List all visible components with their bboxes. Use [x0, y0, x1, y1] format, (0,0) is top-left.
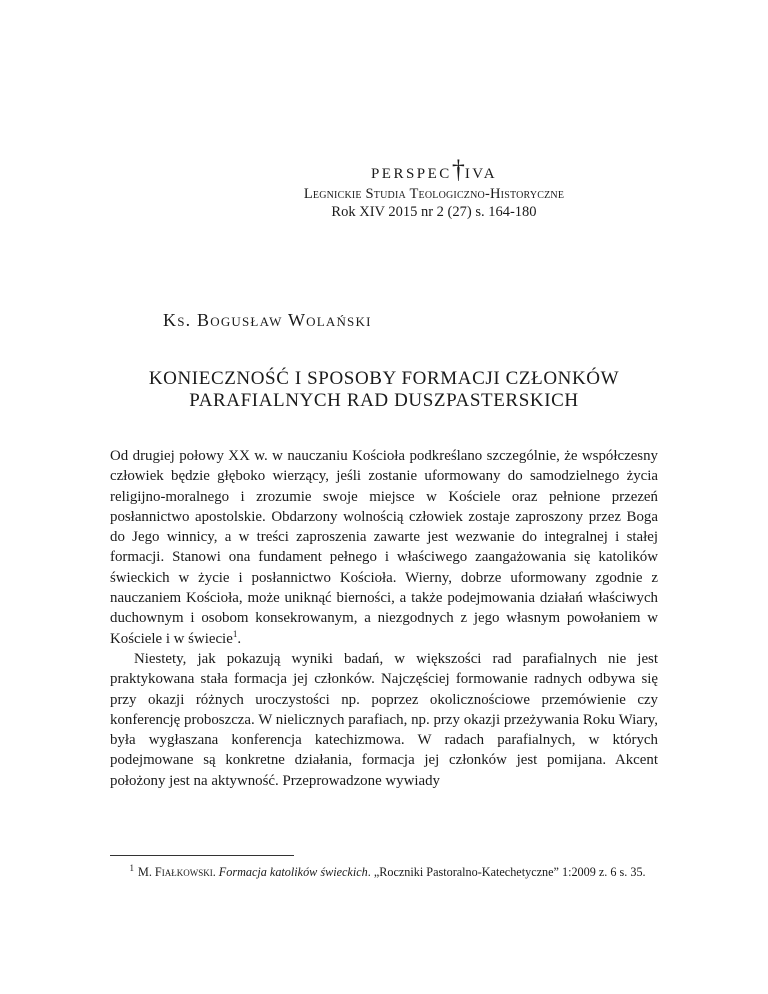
footnote-divider — [110, 855, 294, 856]
footnote-ref-1[interactable]: 1 — [232, 628, 238, 639]
cross-icon: † — [451, 155, 465, 184]
paragraph-1-end: . — [237, 630, 242, 647]
logo-text-left: perspec — [370, 158, 452, 183]
article-author: Ks. Bogusław Wolański — [163, 310, 372, 330]
footnote-source: . „Roczniki Pastoralno-Katechetyczne” 1:2009 z. 6 s. 35. — [367, 865, 646, 879]
paragraph-1-text: Od drugiej połowy XX w. w nauczaniu Kościoła podkreślano szczególnie, że współczesny człowiek będzie głęboko wierzący, jeśli zostanie uformowany do samodzielnego życia religijno-moralnego i zrozumie swoje miejsce w Kościele oraz pełnione przezeń posłannictwo apostolskie. Obdarzony wolnością człowiek zostaje zaproszony przez Boga do Jego winnicy, a w treści zaproszenia zawarte jest wezwanie do integralnej i stałej formacji. Stanowi ona fundament pełnego i właściwego zaangażowania się katolików świeckich w życie i posłannictwo Kościoła. Wierny, dobrze uformowany zgodnie z nauczaniem Kościoła, może uniknąć bierności, a także podejmowania działań właściwych duchownym i osobom konsekrowanym, a niezgodnych z jego własnym powołaniem w Kościele i w świecie — [110, 448, 658, 647]
footnote-author: M. Fiałkowski. — [138, 865, 216, 879]
journal-name: Legnickie Studia Teologiczno-Historyczne — [303, 186, 565, 202]
title-line-2: PARAFIALNYCH RAD DUSZPASTERSKICH — [189, 390, 579, 411]
journal-masthead — [254, 155, 614, 221]
logo-text-right: iva — [464, 158, 498, 183]
paragraph-1 — [110, 446, 658, 649]
article-title — [110, 368, 658, 412]
journal-logo — [254, 155, 614, 184]
paragraph-2: Niestety, jak pokazują wyniki badań, w większości rad parafialnych nie jest praktykowana stała formacja jej członków. Najczęściej formowanie radnych odbywa się przy okazji różnych uroczystości np. poprzez okolicznościowe przemówienie czy konferencję proboszcza. W nielicznych parafiach, np. przy okazji przeżywania Roku Wiary, była wygłaszana konferencja katechizmowa. W radach parafialnych, w których podejmowane są konkretne działania, formacja jej członków jest pomijana. Akcent położony jest na aktywność. Przeprowadzone wywiady — [110, 650, 658, 789]
journal-issue: Rok XIV 2015 nr 2 (27) s. 164-180 — [331, 204, 537, 220]
footnote-1: 1 M. Fiałkowski. Formacja katolików świeckich. „Roczniki Pastoralno-Katechetyczne” 1:2009 z. 6 s. 35. — [129, 862, 646, 879]
title-line-1: KONIECZNOŚĆ I SPOSOBY FORMACJI CZŁONKÓW — [148, 368, 620, 389]
article-body — [110, 446, 658, 791]
footnote-work-title: Formacja katolików świeckich — [218, 865, 368, 879]
